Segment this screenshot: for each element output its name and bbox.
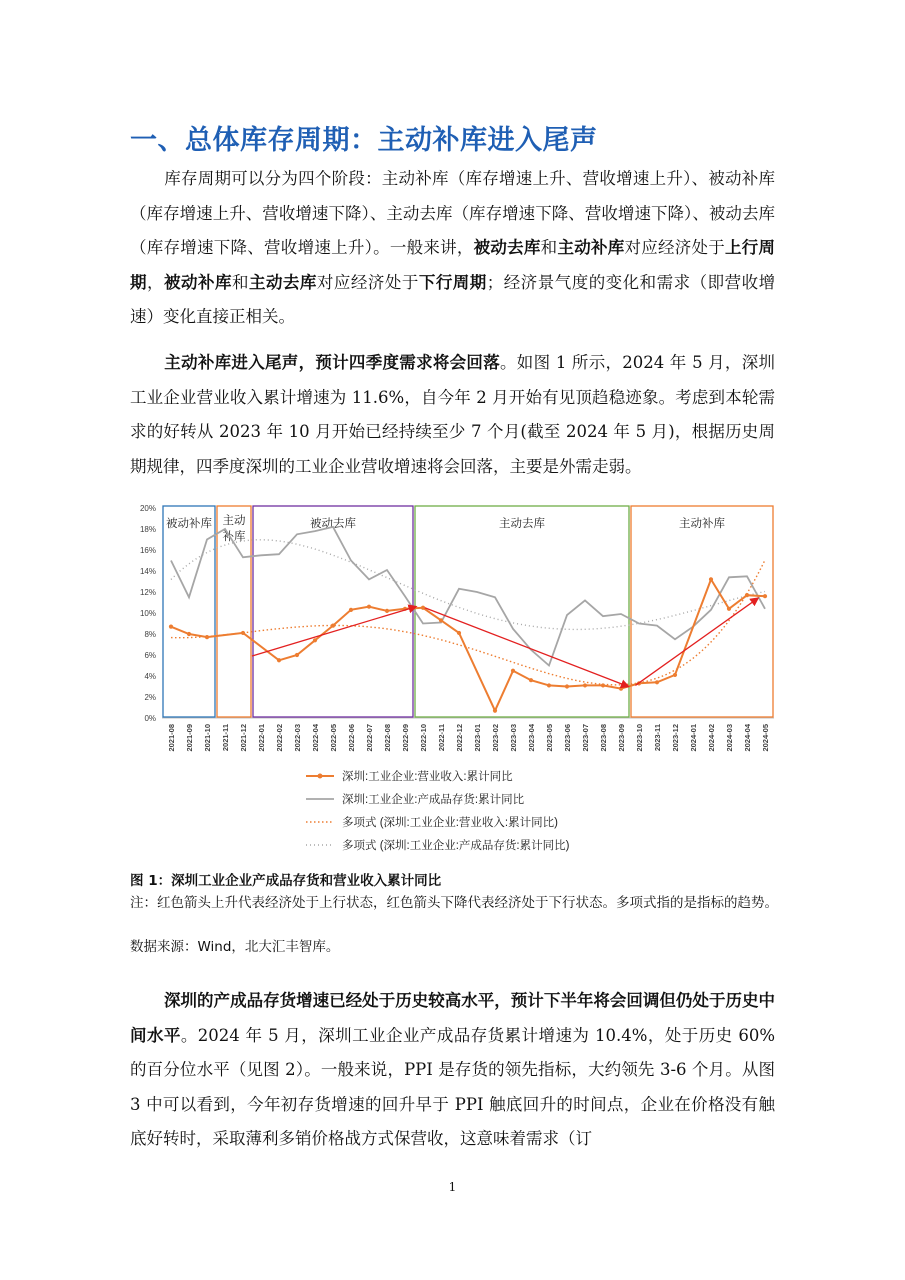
x-tick-label: 2023-03 [509, 724, 518, 752]
revenue-point [169, 625, 173, 629]
revenue-point [241, 631, 245, 635]
x-tick-label: 2022-11 [437, 724, 446, 752]
phase-label-5: 主动补库 [679, 518, 725, 530]
revenue-point [187, 632, 191, 636]
y-tick-label: 8% [144, 630, 156, 639]
legend-marker-1 [318, 774, 323, 779]
x-tick-label: 2023-01 [473, 724, 482, 752]
x-tick-label: 2021-10 [203, 724, 212, 752]
x-tick-label: 2023-09 [617, 724, 626, 752]
phase-label-4: 主动去库 [499, 518, 545, 530]
inventory-trend-line [171, 540, 765, 630]
x-tick-label: 2023-08 [599, 724, 608, 752]
revenue-point [277, 658, 281, 662]
section-heading: 一、总体库存周期：主动补库进入尾声 [130, 125, 598, 156]
up-arrow-1 [252, 607, 416, 656]
phase-box-5 [631, 506, 773, 717]
paragraph-2: 主动补库进入尾声，预计四季度需求将会回落。如图 1 所示，2024 年 5 月，深圳工业企业营业收入累计增速为 11.6%，自今年 2 月开始有见顶趋稳迹象。考虑到本轮需求的好转从 2023 年 10 月开始已经持续至少 7 个月(截至 2024 年 5 月)，根据历史周期规律，四季度深圳的工业企业营收增速将会回落，主要是外需走弱。 [130, 353, 775, 476]
x-tick-label: 2021-12 [239, 724, 248, 752]
x-tick-label: 2021-09 [185, 724, 194, 752]
x-tick-label: 2023-10 [635, 724, 644, 752]
x-tick-label: 2022-01 [257, 724, 266, 752]
y-tick-label: 14% [139, 567, 156, 576]
revenue-point [421, 606, 425, 610]
x-tick-label: 2023-12 [671, 724, 680, 752]
revenue-point [313, 638, 317, 642]
phase-label-1: 被动补库 [166, 518, 212, 530]
revenue-trend-line [171, 560, 765, 685]
y-tick-label: 6% [144, 651, 156, 660]
x-tick-label: 2023-05 [545, 724, 554, 752]
y-tick-label: 4% [144, 672, 156, 681]
x-tick-label: 2024-03 [725, 724, 734, 752]
x-tick-label: 2022-05 [329, 724, 338, 752]
revenue-point [205, 635, 209, 639]
revenue-point [547, 683, 551, 687]
phase-box-1 [163, 506, 215, 717]
x-tick-label: 2024-01 [689, 724, 698, 752]
x-tick-label: 2022-09 [401, 724, 410, 752]
paragraph-1: 库存周期可以分为四个阶段：主动补库（库存增速上升、营收增速上升）、被动补库（库存增速上升、营收增速下降）、主动去库（库存增速下降、营收增速下降）、被动去库（库存增速下降、营收增速上升）。一般来讲，被动去库和主动补库对应经济处于上行周期，被动补库和主动去库对应经济处于下行周期；经济景气度的变化和需求（即营收增速）变化直接正相关。 [130, 169, 776, 327]
revenue-point [493, 709, 497, 713]
legend-label-4: 多项式 (深圳:工业企业:产成品存货:累计同比) [342, 840, 570, 852]
revenue-point [727, 607, 731, 611]
legend-label-1: 深圳:工业企业:营业收入:累计同比 [342, 771, 513, 783]
revenue-line [171, 579, 765, 710]
revenue-point [673, 673, 677, 677]
x-tick-label: 2022-06 [347, 724, 356, 752]
figure-source: 数据来源：Wind，北大汇丰智库。 [130, 939, 340, 955]
down-arrow [425, 608, 628, 687]
legend-label-2: 深圳:工业企业:产成品存货:累计同比 [342, 794, 525, 806]
revenue-point [655, 680, 659, 684]
revenue-point [295, 653, 299, 657]
revenue-point [583, 683, 587, 687]
figure-note: 注：红色箭头上升代表经济处于上行状态，红色箭头下降代表经济处于下行状态。多项式指的是指标的趋势。 [130, 895, 778, 911]
y-tick-label: 12% [139, 588, 156, 597]
x-tick-label: 2022-10 [419, 724, 428, 752]
y-tick-label: 16% [139, 546, 156, 555]
x-tick-label: 2024-04 [743, 724, 752, 752]
x-tick-label: 2022-04 [311, 724, 320, 752]
revenue-point [439, 618, 443, 622]
revenue-point [385, 609, 389, 613]
revenue-point [511, 669, 515, 673]
phase-label-3: 被动去库 [310, 518, 356, 530]
x-tick-label: 2022-03 [293, 724, 302, 752]
legend-label-3: 多项式 (深圳:工业企业:营业收入:累计同比) [342, 817, 558, 829]
x-tick-label: 2022-07 [365, 724, 374, 752]
revenue-point [709, 577, 713, 581]
phase-label-2: 主动 [222, 515, 246, 527]
y-tick-label: 18% [139, 525, 156, 534]
revenue-point [457, 631, 461, 635]
revenue-point [745, 593, 749, 597]
revenue-point [601, 683, 605, 687]
x-tick-label: 2023-07 [581, 724, 590, 752]
x-tick-label: 2023-04 [527, 724, 536, 752]
revenue-point [619, 687, 623, 691]
y-tick-label: 10% [139, 609, 156, 618]
x-tick-label: 2023-02 [491, 724, 500, 752]
y-tick-label: 20% [139, 504, 156, 513]
x-tick-label: 2024-05 [761, 724, 770, 752]
x-tick-label: 2022-02 [275, 724, 284, 752]
revenue-point [565, 684, 569, 688]
revenue-point [529, 678, 533, 682]
x-tick-label: 2024-02 [707, 724, 716, 752]
x-tick-label: 2022-12 [455, 724, 464, 752]
revenue-point [367, 605, 371, 609]
phase-label-2-line2: 补库 [222, 531, 246, 543]
figure-caption: 图 1：深圳工业企业产成品存货和营业收入累计同比 [130, 873, 442, 889]
x-tick-label: 2023-06 [563, 724, 572, 752]
revenue-point [763, 594, 767, 598]
revenue-point [349, 608, 353, 612]
y-tick-label: 0% [144, 714, 156, 723]
paragraph-3: 深圳的产成品存货增速已经处于历史较高水平，预计下半年将会回调但仍处于历史中间水平。2024 年 5 月，深圳工业企业产成品存货累计增速为 10.4%，处于历史 60%的百分位水平（见图 2）。一般来说，PPI 是存货的领先指标，大约领先 3-6 个月。从图 3 中可以看到，今年初存货增速的回升早于 PPI 触底回升的时间点，企业在价格没有触底好转时，采取薄利多销价格战方式保营收，这意味着需求（订 [130, 991, 775, 1149]
x-tick-label: 2022-08 [383, 724, 392, 752]
y-tick-label: 2% [144, 693, 156, 702]
page-number: 1 [448, 1180, 457, 1194]
up-arrow-2 [635, 598, 757, 685]
inventory-revenue-chart [128, 498, 788, 866]
x-tick-label: 2021-08 [167, 724, 176, 752]
revenue-point [331, 624, 335, 628]
x-tick-label: 2023-11 [653, 724, 662, 752]
x-tick-label: 2021-11 [221, 724, 230, 752]
